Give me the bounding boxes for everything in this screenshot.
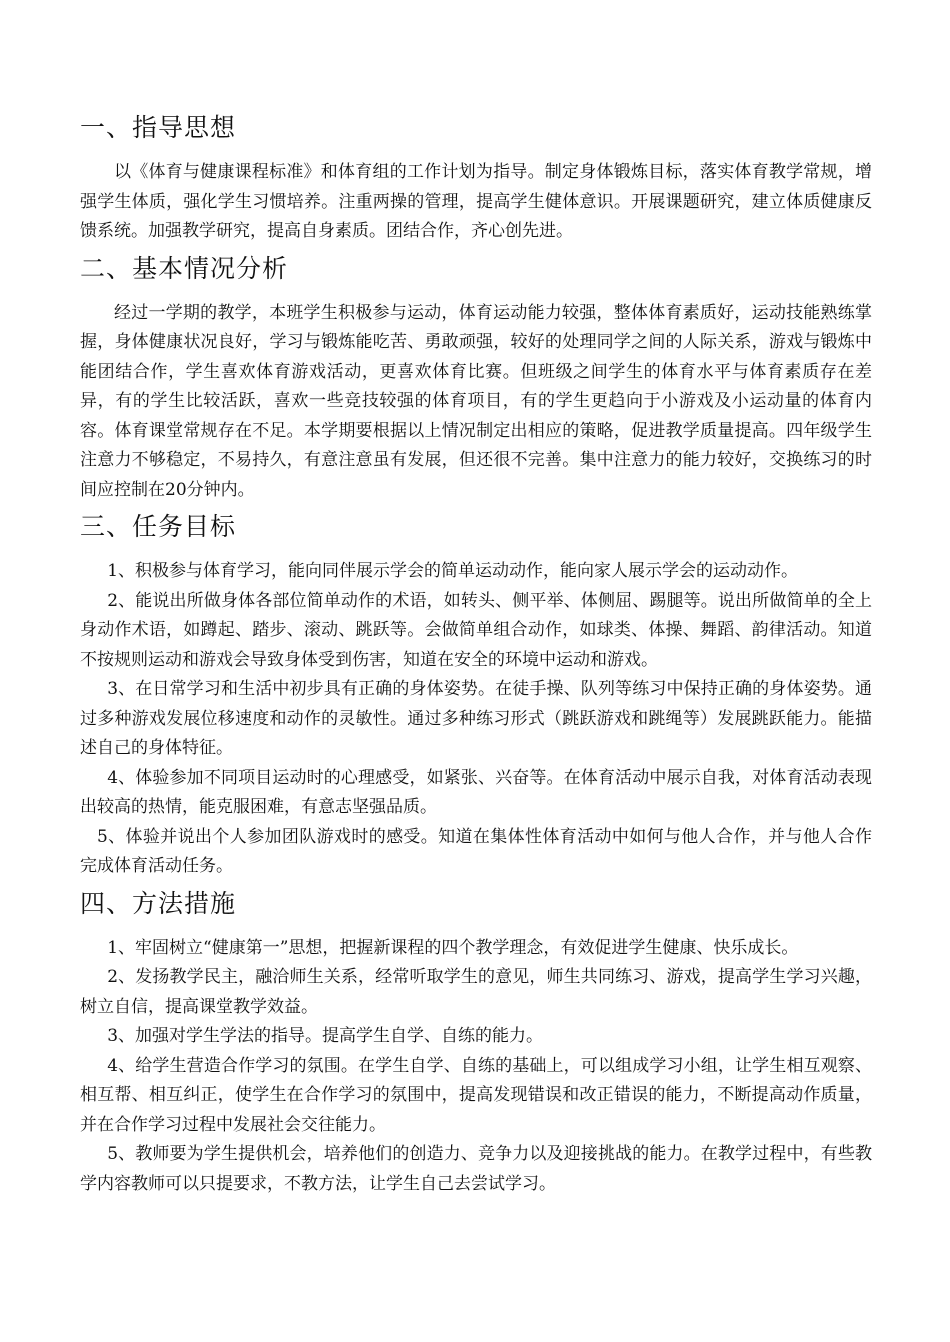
list-item: 2、能说出所做身体各部位简单动作的术语，如转头、侧平举、体侧屈、踢腿等。说出所做简单的全上身动作术语，如蹲起、踏步、滚动、跳跃等。会做简单组合动作，如球类、体操、舞蹈、韵律活动。知道不按规则运动和游戏会导致身体受到伤害，知道在安全的环境中运动和游戏。 <box>80 590 872 670</box>
section-situation-analysis <box>80 249 872 506</box>
list-item: 2、发扬教学民主，融洽师生关系，经常听取学生的意见，师生共同练习、游戏，提高学生学习兴趣，树立自信，提高课堂教学效益。 <box>80 967 872 1017</box>
list-item: 5、教师要为学生提供机会，培养他们的创造力、竞争力以及迎接挑战的能力。在教学过程中，有些教学内容教师可以只提要求，不教方法，让学生自己去尝试学习。 <box>80 1144 872 1194</box>
section-heading: 二、基本情况分析 <box>80 253 289 283</box>
document-page <box>80 108 872 1199</box>
section-heading: 三、任务目标 <box>80 512 237 541</box>
list-item: 1、积极参与体育学习，能向同伴展示学会的简单运动动作，能向家人展示学会的运动动作。 <box>107 561 799 581</box>
section-heading: 一、指导思想 <box>80 113 237 142</box>
section-heading: 四、方法措施 <box>80 888 237 918</box>
list-item: 3、加强对学生学法的指导。提高学生自学、自练的能力。 <box>107 1026 544 1046</box>
list-item: 5、体验并说出个人参加团队游戏时的感受。知道在集体性体育活动中如何与他人合作，并与他人合作完成体育活动任务。 <box>80 826 872 876</box>
section-paragraph: 以《体育与健康课程标准》和体育组的工作计划为指导。制定身体锻炼目标，落实体育教学常规，增强学生体质，强化学生习惯培养。注重两操的管理，提高学生健体意识。开展课题研究，建立体质健康反馈系统。加强教学研究，提高自身素质。团结合作，齐心创先进。 <box>80 162 872 241</box>
list-item: 3、在日常学习和生活中初步具有正确的身体姿势。在徒手操、队列等练习中保持正确的身体姿势。通过多种游戏发展位移速度和动作的灵敏性。通过多种练习形式（跳跃游戏和跳绳等）发展跳跃能力。能描述自己的身体特征。 <box>80 679 872 758</box>
section-guiding-thought <box>80 108 872 247</box>
section-methods <box>80 884 872 1200</box>
section-task-goals <box>80 507 872 882</box>
list-item: 1、牢固树立“健康第一”思想，把握新课程的四个教学理念，有效促进学生健康、快乐成长。 <box>107 937 799 958</box>
list-item: 4、体验参加不同项目运动时的心理感受，如紧张、兴奋等。在体育活动中展示自我，对体育活动表现出较高的热情，能克服困难，有意志坚强品质。 <box>80 767 872 817</box>
section-paragraph: 经过一学期的教学，本班学生积极参与运动，体育运动能力较强，整体体育素质好，运动技能熟练掌握，身体健康状况良好，学习与锻炼能吃苦、勇敢顽强，较好的处理同学之间的人际关系，游戏与锻炼中能团结合作，学生喜欢体育游戏活动，更喜欢体育比赛。但班级之间学生的体育水平与体育素质存在差异，有的学生比较活跃，喜欢一些竞技较强的体育项目，有的学生更趋向于小游戏及小运动量的体育内容。体育课堂常规存在不足。本学期要根据以上情况制定出相应的策略，促进教学质量提高。四年级学生注意力不够稳定，不易持久，有意注意虽有发展，但还很不完善。集中注意力的能力较好，交换练习的时间应控制在20分钟内。 <box>80 302 872 500</box>
list-item: 4、给学生营造合作学习的氛围。在学生自学、自练的基础上，可以组成学习小组，让学生相互观察、相互帮、相互纠正，使学生在合作学习的氛围中，提高发现错误和改正错误的能力，不断提高动作质量，并在合作学习过程中发展社会交往能力。 <box>80 1055 872 1135</box>
